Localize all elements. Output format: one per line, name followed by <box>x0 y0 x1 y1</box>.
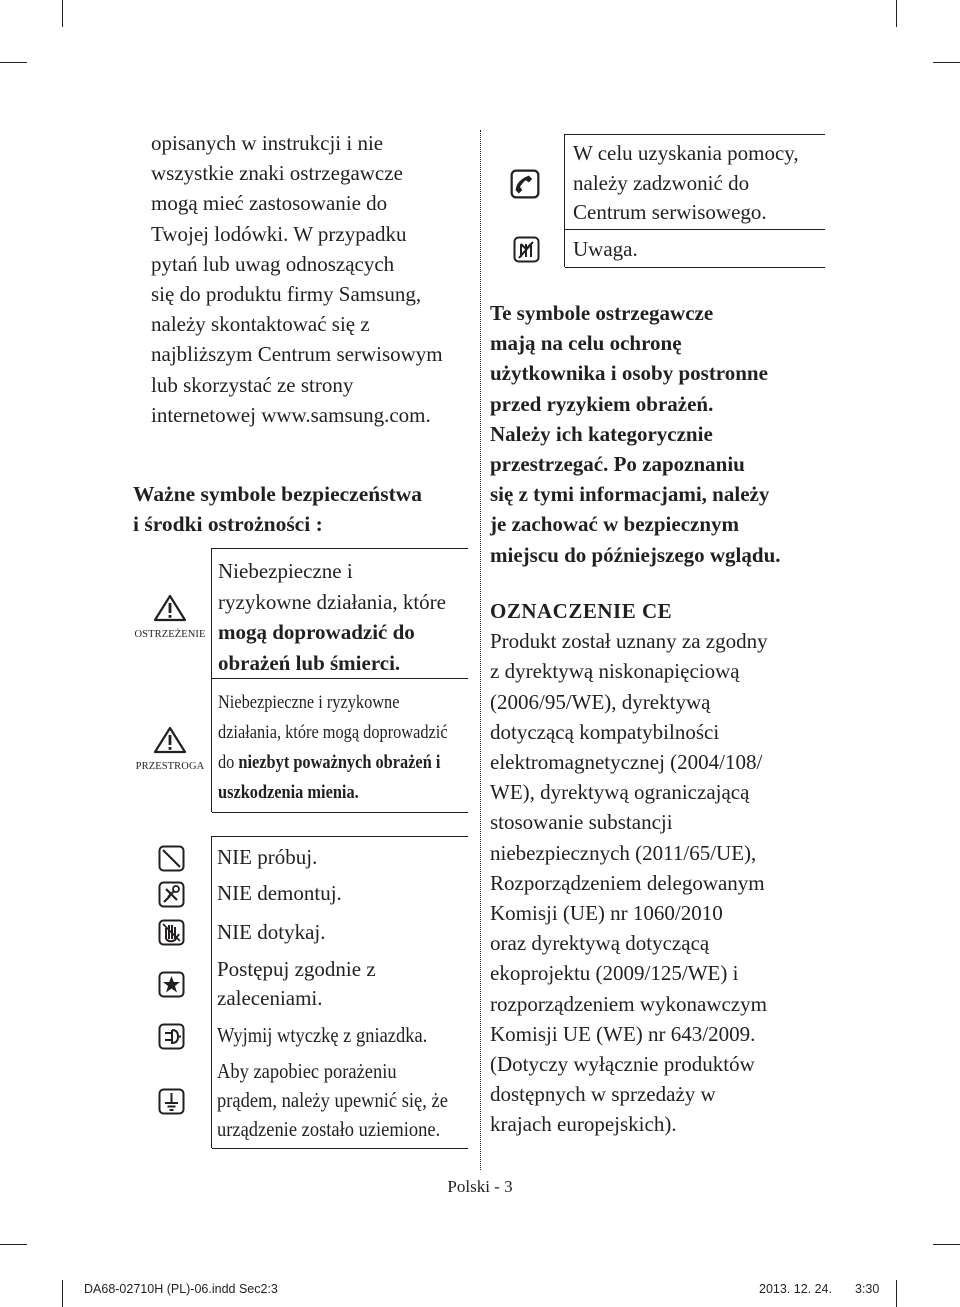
warning-triangle-icon <box>153 594 187 622</box>
table-divider <box>564 134 565 267</box>
crop-mark <box>0 1244 27 1245</box>
text-line: lub skorzystać ze strony <box>151 372 354 397</box>
text-line: należy skontaktować się z <box>151 312 370 337</box>
ce-section <box>490 596 835 1140</box>
crop-mark <box>896 1280 897 1307</box>
text-line: mogą mieć zastosowanie do <box>151 191 388 216</box>
text-line: Rozporządzeniem delegowanym <box>490 870 765 895</box>
note-icon <box>513 236 540 263</box>
phone-text <box>573 139 799 228</box>
text-line: elektromagnetycznej (2004/108/ <box>490 750 763 775</box>
text-line: Postępuj zgodnie z <box>217 957 376 981</box>
text-line: przed ryzykiem obrażeń. <box>490 391 714 416</box>
text-line: należy zadzwonić do <box>573 170 750 195</box>
crop-mark <box>62 1280 63 1307</box>
no-attempt-icon <box>158 845 185 872</box>
table-divider <box>211 836 212 1148</box>
text-fragment: niezbyt poważnych obrażeń i <box>238 752 441 773</box>
text-line: oraz dyrektywą dotyczącą <box>490 931 710 956</box>
text-line: Te symbole ostrzegawcze <box>490 301 714 325</box>
text-line: się do produktu firmy Samsung, <box>151 282 422 307</box>
crop-mark <box>0 62 27 63</box>
crop-mark <box>933 1244 960 1245</box>
text-line: urządzenie zostało uziemione. <box>217 1117 441 1141</box>
section-heading <box>133 479 473 539</box>
text-line: dostępnych w sprzedaży w <box>490 1082 716 1107</box>
text-line: niebezpiecznych (2011/65/UE), <box>490 840 757 865</box>
text-fragment: do <box>218 752 239 773</box>
text-line: wszystkie znaki ostrzegawcze <box>151 161 403 186</box>
slug-time: 3:30 <box>855 1282 880 1296</box>
caution-text <box>218 688 476 808</box>
crop-mark <box>896 0 897 27</box>
text-line: przestrzegać. Po zapoznaniu <box>490 452 745 477</box>
text-line: użytkownika i osoby postronne <box>490 361 768 386</box>
text-line: działania, które mogą doprowadzić <box>218 722 448 743</box>
text-line: opisanych w instrukcji i nie <box>151 131 384 155</box>
text-line: Twojej lodówki. W przypadku <box>151 221 407 246</box>
text-line: Niebezpieczne i <box>218 559 353 583</box>
symbol-text: NIE dotykaj. <box>217 920 326 944</box>
slug-date: 2013. 12. 24. <box>759 1282 832 1296</box>
text-line: krajach europejskich). <box>490 1112 677 1137</box>
text-line: prądem, należy upewnić się, że <box>217 1088 448 1112</box>
table-divider <box>212 1148 468 1149</box>
text-line: W celu uzyskania pomocy, <box>573 141 799 165</box>
table-divider <box>212 548 468 549</box>
page-number: Polski - 3 <box>447 1177 513 1196</box>
ce-heading: OZNACZENIE CE <box>490 599 673 623</box>
text-line: je zachować w bezpiecznym <box>490 512 740 537</box>
note-text: Uwaga. <box>573 237 638 261</box>
symbol-text: NIE demontuj. <box>217 881 342 905</box>
text-line: z dyrektywą niskonapięciową <box>490 659 740 684</box>
text-line: ryzykowne działania, które <box>218 589 446 614</box>
text-line: się z tymi informacjami, należy <box>490 482 770 507</box>
text-line: mogą doprowadzić do <box>218 620 415 644</box>
table-divider <box>212 678 468 679</box>
phone-icon <box>510 169 540 199</box>
heading-line: i środki ostrożności : <box>133 512 323 536</box>
warning-symbol <box>133 594 207 640</box>
warning-text <box>218 556 478 678</box>
text-line: (2006/95/WE), dyrektywą <box>490 689 711 714</box>
intro-paragraph <box>151 128 471 430</box>
column-separator <box>480 130 481 1170</box>
no-disassemble-icon <box>158 881 185 908</box>
text-line: zaleceniami. <box>217 986 323 1010</box>
text-line: Komisji UE (WE) nr 643/2009. <box>490 1021 756 1046</box>
text-line <box>218 748 476 778</box>
slug-file: DA68-02710H (PL)-06.indd Sec2:3 <box>84 1282 278 1296</box>
table-divider <box>565 267 825 268</box>
text-line: najbliższym Centrum serwisowym <box>151 342 443 367</box>
table-divider <box>212 812 468 813</box>
text-line: Komisji (UE) nr 1060/2010 <box>490 901 723 926</box>
text-line: (Dotyczy wyłącznie produktów <box>490 1052 755 1077</box>
text-line: miejscu do późniejszego wglądu. <box>490 542 781 567</box>
symbol-text <box>217 955 376 1013</box>
caution-symbol <box>133 726 207 772</box>
crop-mark <box>933 62 960 63</box>
table-divider <box>565 229 825 230</box>
text-line: WE), dyrektywą ograniczającą <box>490 780 750 805</box>
text-line: rozporządzeniem wykonawczym <box>490 991 767 1016</box>
table-divider <box>211 548 212 812</box>
text-line: Centrum serwisowego. <box>573 200 767 224</box>
text-line: Niebezpieczne i ryzykowne <box>218 692 400 713</box>
table-divider <box>565 134 825 135</box>
caution-label: PRZESTROGA <box>135 761 205 772</box>
text-line: Należy ich kategorycznie <box>490 421 713 446</box>
no-touch-icon <box>158 919 185 946</box>
text-line: Aby zapobiec porażeniu <box>217 1059 397 1083</box>
warning-label: OSTRZEŻENIE <box>134 629 206 640</box>
warning-triangle-icon <box>153 726 187 754</box>
text-line: ekoprojektu (2009/125/WE) i <box>490 961 739 986</box>
follow-instructions-icon <box>158 971 185 998</box>
crop-mark <box>62 0 63 27</box>
text-line: stosowanie substancji <box>490 810 673 835</box>
symbol-text: NIE próbuj. <box>217 845 318 869</box>
ground-icon <box>158 1088 185 1115</box>
text-line: internetowej www.samsung.com. <box>151 402 431 427</box>
text-line: pytań lub uwag odnoszących <box>151 251 395 276</box>
table-divider <box>212 836 468 837</box>
text-line: uszkodzenia mienia. <box>218 782 359 803</box>
symbol-text: Wyjmij wtyczkę z gniazdka. <box>217 1023 428 1047</box>
text-line: obrażeń lub śmierci. <box>218 650 401 675</box>
text-line: Produkt został uznany za zgodny <box>490 629 768 654</box>
heading-line: Ważne symbole bezpieczeństwa <box>133 482 423 506</box>
text-line: dotyczącą kompatybilności <box>490 719 720 744</box>
safety-paragraph <box>490 298 835 570</box>
text-line: mają na celu ochronę <box>490 331 682 356</box>
symbol-text <box>217 1057 448 1144</box>
unplug-icon <box>158 1023 185 1050</box>
